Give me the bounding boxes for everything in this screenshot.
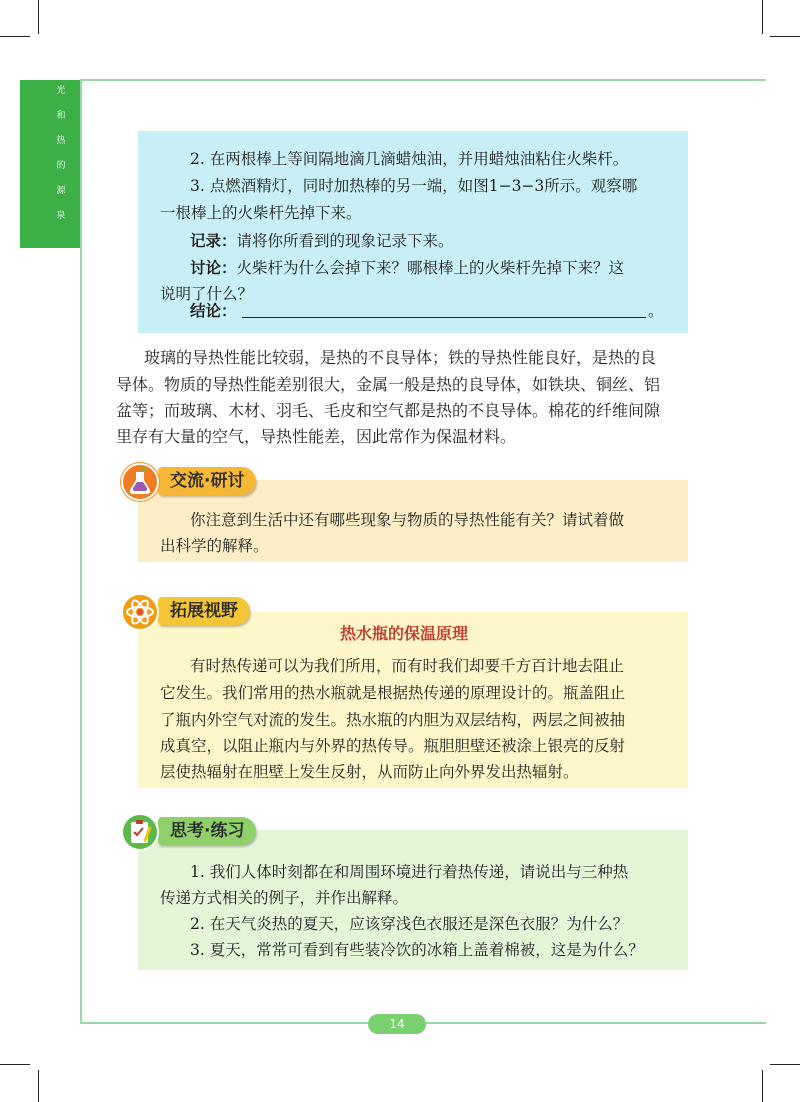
side-tab-char: 泉 — [56, 211, 66, 221]
record-text: 请将你所看到的现象记录下来。 — [236, 232, 454, 250]
conclusion-label: 结论： — [190, 302, 237, 320]
expand-text-line: 了瓶内外空气对流的发生。热水瓶的内胆为双层结构，两层之间被抽 — [160, 711, 626, 729]
crop-mark — [762, 1070, 763, 1102]
side-tab-char: 光 — [56, 86, 66, 96]
crop-mark — [38, 0, 39, 34]
body-paragraph-line: 玻璃的导热性能比较弱，是热的不良导体；铁的导热性能良好，是热的良 — [144, 348, 657, 367]
expand-label: 拓展视野 — [158, 597, 250, 625]
page-number: 14 — [368, 1014, 426, 1034]
discussion-line — [190, 258, 624, 278]
expand-text-line: 成真空，以阻止瓶内与外界的热传导。瓶胆胆壁还被涂上银亮的反射 — [160, 737, 626, 755]
exercise-text-line: 3. 夏天，常常可看到有些装冷饮的冰箱上盖着棉被，这是为什么？ — [190, 941, 644, 959]
side-tab-char: 源 — [56, 186, 66, 196]
side-tab-char: 热 — [56, 136, 66, 146]
body-paragraph-line: 里存有大量的空气，导热性能差，因此常作为保温材料。 — [116, 427, 517, 446]
crop-mark — [770, 1064, 800, 1065]
frame-left-line — [80, 79, 82, 1024]
atom-icon — [120, 592, 160, 632]
side-tab-char: 和 — [56, 111, 66, 121]
exchange-text-line: 你注意到生活中还有哪些现象与物质的导热性能有关？请试着做 — [190, 511, 625, 529]
record-label: 记录： — [190, 232, 237, 250]
crop-mark — [0, 36, 30, 37]
body-paragraph-line: 导体。物质的导热性能差别很大，金属一般是热的良导体，如铁块、铜丝、铝 — [116, 375, 661, 394]
experiment-box — [138, 131, 688, 333]
discussion-text: 火柴杆为什么会掉下来？哪根棒上的火柴杆先掉下来？这 — [236, 259, 625, 277]
expand-text-line: 有时热传递可以为我们所用，而有时我们却要千方百计地去阻止 — [190, 657, 625, 675]
experiment-step-2: 2. 在两根棒上等间隔地滴几滴蜡烛油，并用蜡烛油粘住火柴杆。 — [190, 150, 629, 168]
experiment-step-3: 3. 点燃酒精灯，同时加热棒的另一端，如图1−3−3所示。观察哪 — [190, 177, 638, 195]
exchange-text-line: 出科学的解释。 — [160, 537, 269, 555]
exchange-header — [120, 462, 290, 502]
chapter-side-tab — [20, 80, 80, 248]
body-paragraph-line: 盆等；而玻璃、木材、羽毛、毛皮和空气都是热的不良导体。棉花的纤维间隙 — [116, 401, 661, 420]
exercise-header — [120, 812, 290, 852]
conclusion-line — [190, 301, 237, 321]
discussion-line-cont: 说明了什么？ — [160, 285, 254, 303]
crop-mark — [0, 1064, 30, 1065]
conclusion-blank — [242, 317, 646, 318]
flask-icon — [120, 462, 160, 502]
clipboard-icon — [120, 812, 160, 852]
expand-header — [120, 592, 290, 632]
exercise-text-line: 2. 在天气炎热的夏天，应该穿浅色衣服还是深色衣服？为什么？ — [190, 915, 629, 933]
crop-mark — [38, 1070, 39, 1102]
expand-text-line: 它发生。我们常用的热水瓶就是根据热传递的原理设计的。瓶盖阻止 — [160, 684, 626, 702]
record-line — [190, 231, 454, 251]
expand-text-line: 层使热辐射在胆壁上发生反射，从而防止向外界发出热辐射。 — [160, 763, 579, 781]
exercise-text-line: 1. 我们人体时刻都在和周围环境进行着热传递，请说出与三种热 — [190, 863, 629, 881]
side-tab-char: 的 — [56, 161, 66, 171]
crop-mark — [770, 36, 800, 37]
conclusion-end: 。 — [648, 302, 664, 320]
expand-title: 热水瓶的保温原理 — [340, 624, 469, 643]
experiment-step-3-cont: 一根棒上的火柴杆先掉下来。 — [160, 204, 362, 222]
crop-mark — [762, 0, 763, 34]
exercise-text-line: 传递方式相关的例子，并作出解释。 — [160, 889, 409, 907]
frame-top-line — [82, 79, 766, 81]
discussion-label: 讨论： — [190, 259, 237, 277]
exercise-label: 思考·练习 — [158, 817, 256, 845]
exchange-label: 交流·研讨 — [158, 467, 256, 495]
expand-box — [138, 612, 688, 788]
